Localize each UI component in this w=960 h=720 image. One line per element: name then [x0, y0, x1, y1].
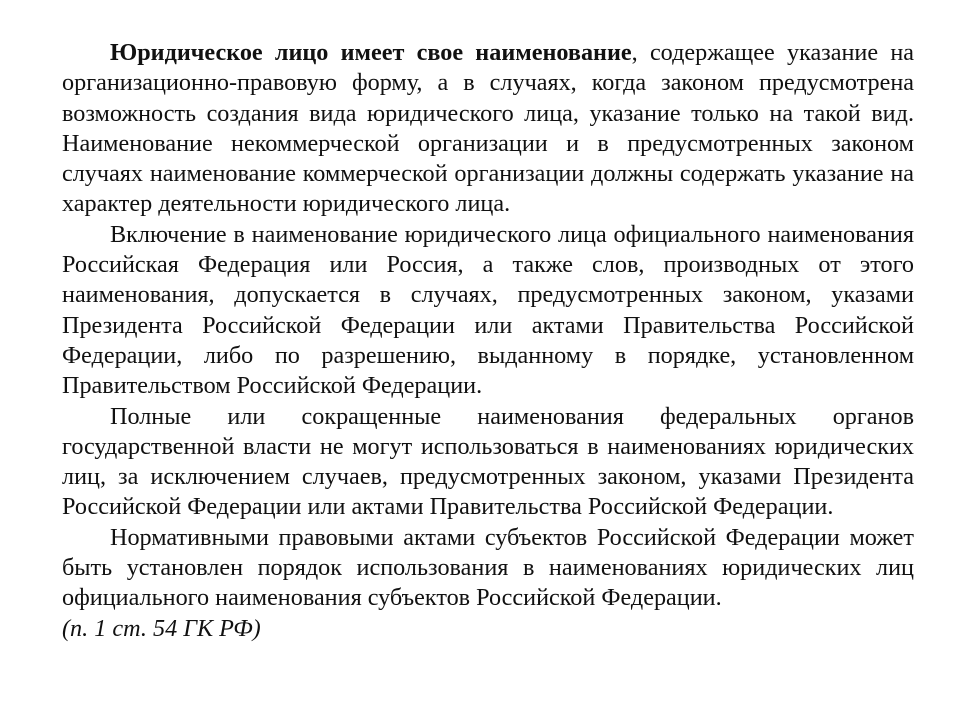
document-page — [62, 38, 914, 644]
paragraph-3 — [62, 402, 914, 523]
paragraph-4-text: Нормативными правовыми актами субъектов Российской Федерации может быть установлен порядок использования в наименованиях юридических лиц официального наименования субъектов Российской Федерации. — [62, 523, 914, 612]
paragraph-1 — [62, 38, 914, 220]
paragraph-2 — [62, 220, 914, 402]
paragraph-1-bold-lead: Юридическое лицо имеет свое наименование — [110, 39, 632, 66]
paragraph-2-text: Включение в наименование юридического лица официального наименования Российская Федерация или Россия, а также слов, производных от этого наименования, допускается в случаях, предусмотренных законом, указами Президента Российской Федерации или актами Правительства Российской Федерации, либо по разрешению, выданному в порядке, установленном Правительством Российской Федерации. — [62, 220, 914, 400]
citation-reference: (п. 1 ст. 54 ГК РФ) — [62, 614, 261, 642]
paragraph-1-text: , содержащее указание на организационно-правовую форму, а в случаях, когда законом предусмотрена возможность создания вида юридического лица, указание только на такой вид. Наименование некоммерческой организации и в предусмотренных законом случаях наименование коммерческой организации должны содержать указание на характер деятельности юридического лица. — [62, 39, 915, 218]
paragraph-3-text: Полные или сокращенные наименования федеральных органов государственной власти не могут использоваться в наименованиях юридических лиц, за исключением случаев, предусмотренных законом, указами Президента Российской Федерации или актами Правительства Российской Федерации. — [62, 402, 914, 521]
paragraph-4 — [62, 523, 914, 614]
